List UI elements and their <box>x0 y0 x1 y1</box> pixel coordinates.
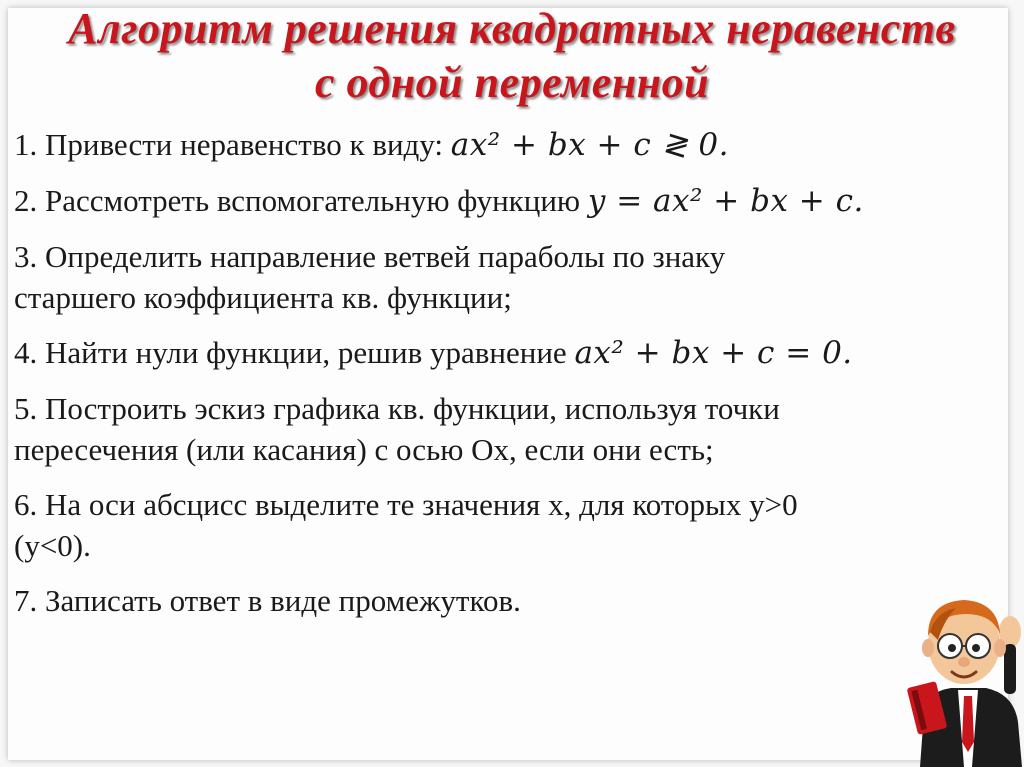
step-number: 6. <box>14 487 38 522</box>
step-1 <box>14 124 1018 166</box>
step-text-line-2: пересечения (или касания) с осью Ох, если они есть; <box>14 432 714 467</box>
step-formula: ax² + bx + c = 0. <box>574 335 853 371</box>
teacher-character-icon <box>906 592 1024 767</box>
step-5 <box>14 388 1018 470</box>
step-formula: y = ax² + bx + c. <box>587 183 864 219</box>
step-3 <box>14 236 1018 318</box>
step-2 <box>14 180 1018 222</box>
step-6 <box>14 484 1018 566</box>
step-text-line-1: На оси абсцисс выделите те значения х, для которых у>0 <box>45 487 798 522</box>
step-7 <box>14 580 1018 621</box>
step-text: Привести неравенство к виду: <box>45 127 444 162</box>
algorithm-steps <box>14 124 1018 635</box>
step-text-line-2: (у<0). <box>14 528 91 563</box>
step-text: Записать ответ в виде промежутков. <box>45 583 521 618</box>
slide-title <box>0 2 1024 110</box>
title-line-1: Алгоритм решения квадратных неравенств <box>68 4 956 53</box>
step-4 <box>14 332 1018 374</box>
step-text-line-2: старшего коэффициента кв. функции; <box>14 280 512 315</box>
step-number: 1. <box>14 127 38 162</box>
step-number: 5. <box>14 391 38 426</box>
step-number: 3. <box>14 239 38 274</box>
step-text-line-1: Определить направление ветвей параболы по знаку <box>45 239 726 274</box>
step-text: Найти нули функции, решив уравнение <box>45 335 567 370</box>
step-number: 4. <box>14 335 38 370</box>
step-number: 2. <box>14 183 38 218</box>
step-number: 7. <box>14 583 38 618</box>
step-text: Рассмотреть вспомогательную функцию <box>45 183 581 218</box>
title-line-2: с одной переменной <box>314 58 710 107</box>
step-formula: ax² + bx + c ≷ 0. <box>450 127 729 163</box>
step-text-line-1: Построить эскиз графика кв. функции, используя точки <box>45 391 780 426</box>
